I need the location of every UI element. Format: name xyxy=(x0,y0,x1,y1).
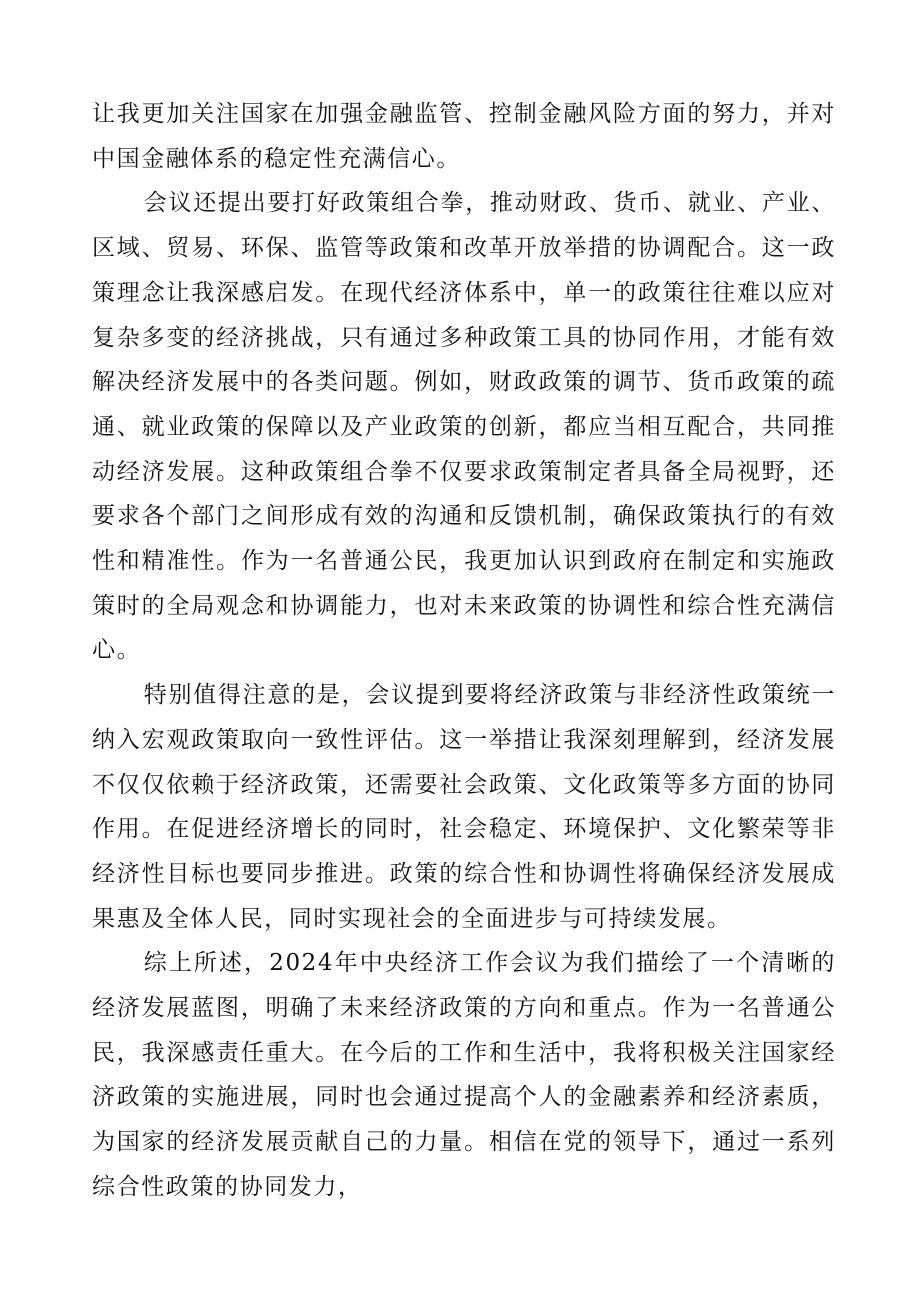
paragraph-4: 综上所述，2024年中央经济工作会议为我们描绘了一个清晰的经济发展蓝图，明确了未来经济政策的方向和重点。作为一名普通公民，我深感责任重大。在今后的工作和生活中，我将积极关注国家经济政策的实施进展，同时也会通过提高个人的金融素养和经济素质，为国家的经济发展贡献自己的力量。相信在党的领导下，通过一系列综合性政策的协同发力， xyxy=(92,950,836,1200)
paragraph-1: 让我更加关注国家在加强金融监管、控制金融风险方面的努力，并对中国金融体系的稳定性充满信心。 xyxy=(92,101,836,172)
paragraph-2: 会议还提出要打好政策组合拳，推动财政、货币、就业、产业、区域、贸易、环保、监管等政策和改革开放举措的协调配合。这一政策理念让我深感启发。在现代经济体系中，单一的政策往往难以应对复杂多变的经济挑战，只有通过多种政策工具的协同作用，才能有效解决经济发展中的各类问题。例如，财政政策的调节、货币政策的疏通、就业政策的保障以及产业政策的创新，都应当相互配合，共同推动经济发展。这种政策组合拳不仅要求政策制定者具备全局视野，还要求各个部门之间形成有效的沟通和反馈机制，确保政策执行的有效性和精准性。作为一名普通公民，我更加认识到政府在制定和实施政策时的全局观念和协调能力，也对未来政策的协调性和综合性充满信心。 xyxy=(92,190,836,664)
paragraph-3: 特别值得注意的是，会议提到要将经济政策与非经济性政策统一纳入宏观政策取向一致性评估。这一举措让我深刻理解到，经济发展不仅仅依赖于经济政策，还需要社会政策、文化政策等多方面的协同作用。在促进经济增长的同时，社会稳定、环境保护、文化繁荣等非经济性目标也要同步推进。政策的综合性和协调性将确保经济发展成果惠及全体人民，同时实现社会的全面进步与可持续发展。 xyxy=(92,682,836,932)
document-body xyxy=(92,92,836,1210)
